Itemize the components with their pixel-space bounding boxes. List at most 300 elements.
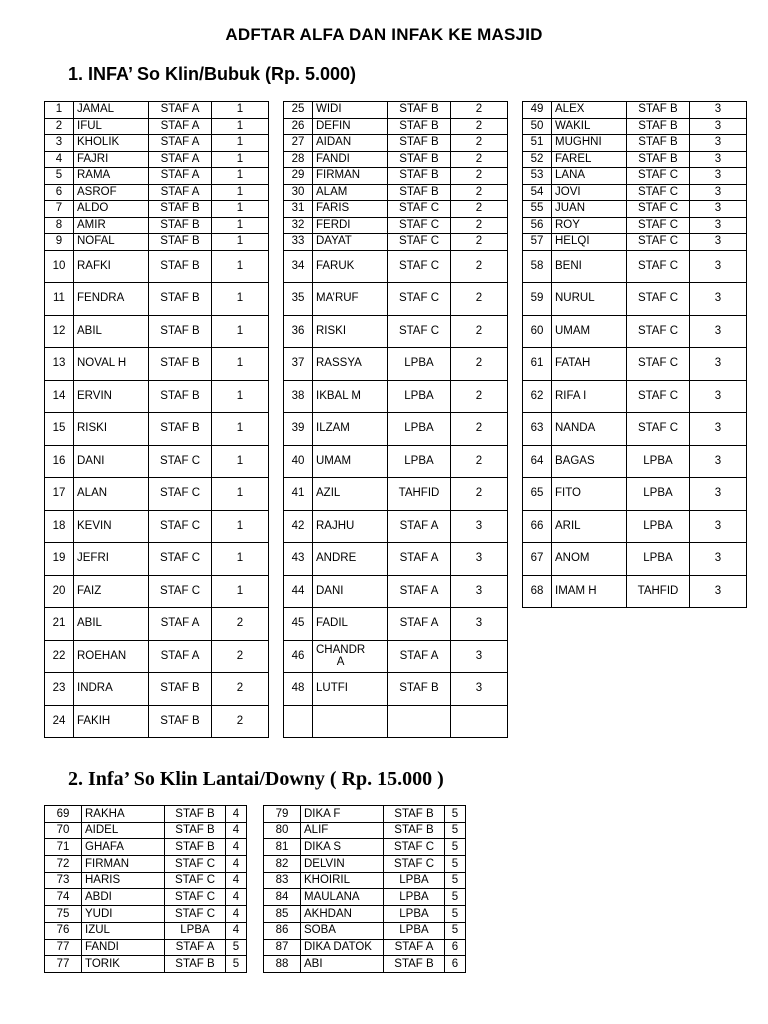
entry-value: 3 [690, 348, 747, 381]
entry-number: 46 [284, 640, 313, 673]
entry-number: 68 [523, 575, 552, 608]
entry-number: 80 [264, 822, 301, 839]
entry-group: STAF C [627, 184, 690, 201]
entry-value: 5 [445, 906, 466, 923]
entry-number: 54 [523, 184, 552, 201]
column-gap [269, 543, 284, 576]
document-title: ADFTAR ALFA DAN INFAK KE MASJID [225, 25, 543, 44]
entry-name: AIDAN [313, 135, 388, 152]
section2-table [44, 805, 466, 973]
column-gap [269, 168, 284, 185]
entry-number: 13 [45, 348, 74, 381]
entry-number: 88 [264, 956, 301, 973]
entry-number: 19 [45, 543, 74, 576]
table-row [45, 234, 747, 251]
entry-value: 1 [212, 510, 269, 543]
entry-group: STAF A [149, 184, 212, 201]
entry-value: 3 [690, 201, 747, 218]
entry-number: 29 [284, 168, 313, 185]
entry-number: 10 [45, 250, 74, 283]
column-gap [269, 151, 284, 168]
entry-number: 69 [45, 806, 82, 823]
entry-group: STAF C [388, 217, 451, 234]
section1-heading: 1. INFA’ So Klin/Bubuk (Rp. 5.000) [68, 64, 357, 84]
entry-group: STAF C [627, 380, 690, 413]
entry-name: ASROF [74, 184, 149, 201]
entry-group: STAF C [165, 856, 226, 873]
column-gap [247, 822, 264, 839]
entry-number: 4 [45, 151, 74, 168]
entry-name: MA’RUF [313, 283, 388, 316]
entry-value: 3 [690, 413, 747, 446]
entry-number: 72 [45, 856, 82, 873]
entry-value: 3 [451, 673, 508, 706]
entry-value: 3 [690, 250, 747, 283]
entry-number: 85 [264, 906, 301, 923]
entry-number: 79 [264, 806, 301, 823]
entry-number: 12 [45, 315, 74, 348]
entry-group: STAF B [149, 250, 212, 283]
entry-group: STAF B [149, 673, 212, 706]
entry-name: DAYAT [313, 234, 388, 251]
entry-group: STAF B [165, 822, 226, 839]
entry-name: FAREL [552, 151, 627, 168]
entry-value: 1 [212, 348, 269, 381]
entry-value: 3 [690, 315, 747, 348]
table-row [45, 151, 747, 168]
entry-number: 27 [284, 135, 313, 152]
entry-group: STAF A [388, 543, 451, 576]
entry-value: 2 [451, 283, 508, 316]
entry-value: 4 [226, 822, 247, 839]
entry-number: 2 [45, 118, 74, 135]
column-gap [269, 478, 284, 511]
entry-group: LPBA [388, 380, 451, 413]
entry-value: 4 [226, 839, 247, 856]
entry-value: 3 [690, 380, 747, 413]
table-row [45, 135, 747, 152]
entry-name: FAIZ [74, 575, 149, 608]
entry-group: STAF B [149, 348, 212, 381]
entry-number: 62 [523, 380, 552, 413]
entry-name: BAGAS [552, 445, 627, 478]
entry-name: RAJHU [313, 510, 388, 543]
entry-name: IKBAL M [313, 380, 388, 413]
entry-value: 2 [451, 380, 508, 413]
column-gap [269, 445, 284, 478]
column-gap [269, 118, 284, 135]
entry-value: 2 [451, 250, 508, 283]
section1-table [44, 101, 747, 738]
column-gap [508, 445, 523, 478]
entry-value: 1 [212, 478, 269, 511]
entry-number: 24 [45, 705, 74, 738]
entry-number: 22 [45, 640, 74, 673]
entry-group: STAF A [149, 135, 212, 152]
entry-value: 2 [451, 478, 508, 511]
entry-group: TAHFID [388, 478, 451, 511]
entry-number: 14 [45, 380, 74, 413]
entry-number: 58 [523, 250, 552, 283]
entry-group: STAF B [149, 217, 212, 234]
entry-value: 5 [445, 839, 466, 856]
entry-number: 1 [45, 102, 74, 119]
entry-name: CHANDR A [313, 640, 388, 673]
entry-value: 4 [226, 922, 247, 939]
column-gap [269, 283, 284, 316]
entry-group: STAF B [149, 315, 212, 348]
column-gap [508, 184, 523, 201]
entry-name: ROEHAN [74, 640, 149, 673]
entry-name: NANDA [552, 413, 627, 446]
entry-name: UMAM [313, 445, 388, 478]
entry-name: NURUL [552, 283, 627, 316]
entry-value: 1 [212, 234, 269, 251]
entry-value: 5 [445, 856, 466, 873]
entry-group: LPBA [627, 478, 690, 511]
entry-group: LPBA [627, 510, 690, 543]
entry-value: 3 [690, 151, 747, 168]
column-gap [269, 380, 284, 413]
entry-name: TORIK [82, 956, 165, 973]
entry-number: 39 [284, 413, 313, 446]
entry-number: 77 [45, 956, 82, 973]
entry-number: 35 [284, 283, 313, 316]
entry-value: 3 [690, 168, 747, 185]
table-row [45, 839, 466, 856]
column-gap [247, 889, 264, 906]
entry-name: FARIS [313, 201, 388, 218]
entry-number: 32 [284, 217, 313, 234]
entry-name: FIRMAN [313, 168, 388, 185]
entry-name: MAULANA [301, 889, 384, 906]
table-row [45, 822, 466, 839]
entry-value: 5 [226, 956, 247, 973]
entry-name: DELVIN [301, 856, 384, 873]
table-row [45, 939, 466, 956]
column-gap [508, 413, 523, 446]
entry-group: LPBA [627, 445, 690, 478]
entry-number: 6 [45, 184, 74, 201]
empty-cell [690, 673, 747, 706]
entry-name: RASSYA [313, 348, 388, 381]
entry-group: STAF B [149, 413, 212, 446]
empty-cell [627, 673, 690, 706]
entry-number: 9 [45, 234, 74, 251]
column-gap [269, 510, 284, 543]
entry-name: JOVI [552, 184, 627, 201]
entry-group: STAF C [388, 234, 451, 251]
entry-value: 6 [445, 939, 466, 956]
entry-value: 4 [226, 889, 247, 906]
entry-value: 3 [690, 510, 747, 543]
table-row [45, 478, 747, 511]
column-gap [269, 135, 284, 152]
entry-value: 3 [690, 283, 747, 316]
entry-value: 3 [451, 640, 508, 673]
entry-value: 1 [212, 151, 269, 168]
entry-number: 70 [45, 822, 82, 839]
entry-name: NOVAL H [74, 348, 149, 381]
entry-group: STAF A [388, 608, 451, 641]
entry-value: 2 [451, 118, 508, 135]
column-gap [508, 478, 523, 511]
entry-name: FIRMAN [82, 856, 165, 873]
empty-cell [690, 608, 747, 641]
column-gap [269, 250, 284, 283]
entry-group: STAF A [149, 118, 212, 135]
column-gap [247, 806, 264, 823]
entry-number: 63 [523, 413, 552, 446]
column-gap [508, 380, 523, 413]
entry-group: STAF C [165, 889, 226, 906]
entry-group: STAF C [627, 201, 690, 218]
entry-value: 5 [226, 939, 247, 956]
entry-name: FAJRI [74, 151, 149, 168]
entry-value: 1 [212, 413, 269, 446]
entry-name: DIKA DATOK [301, 939, 384, 956]
entry-number: 28 [284, 151, 313, 168]
entry-value: 1 [212, 445, 269, 478]
entry-group: STAF B [149, 234, 212, 251]
entry-group: STAF C [388, 250, 451, 283]
entry-name: KEVIN [74, 510, 149, 543]
entry-name: NOFAL [74, 234, 149, 251]
entry-group: STAF C [627, 168, 690, 185]
entry-number: 66 [523, 510, 552, 543]
table-row [45, 283, 747, 316]
entry-group: STAF C [149, 543, 212, 576]
entry-value: 3 [690, 135, 747, 152]
entry-value: 1 [212, 168, 269, 185]
entry-value: 2 [451, 201, 508, 218]
entry-value: 3 [451, 608, 508, 641]
entry-number: 75 [45, 906, 82, 923]
entry-number: 41 [284, 478, 313, 511]
entry-number: 26 [284, 118, 313, 135]
entry-name: INDRA [74, 673, 149, 706]
entry-name: WAKIL [552, 118, 627, 135]
column-gap [269, 413, 284, 446]
column-gap [269, 608, 284, 641]
entry-number: 59 [523, 283, 552, 316]
entry-number: 21 [45, 608, 74, 641]
entry-value: 1 [212, 217, 269, 234]
entry-name: BENI [552, 250, 627, 283]
column-gap [269, 102, 284, 119]
table-row [45, 806, 466, 823]
entry-value: 1 [212, 543, 269, 576]
entry-name: KHOIRIL [301, 872, 384, 889]
entry-value: 3 [690, 575, 747, 608]
entry-number: 87 [264, 939, 301, 956]
entry-group: STAF A [149, 168, 212, 185]
entry-value: 3 [690, 234, 747, 251]
entry-name: AZIL [313, 478, 388, 511]
entry-name: ABI [301, 956, 384, 973]
entry-group: STAF B [388, 102, 451, 119]
entry-group: LPBA [384, 872, 445, 889]
entry-name: DIKA F [301, 806, 384, 823]
entry-name: ANDRE [313, 543, 388, 576]
table-row [45, 413, 747, 446]
entry-group: STAF B [388, 151, 451, 168]
entry-number: 44 [284, 575, 313, 608]
entry-value: 3 [690, 217, 747, 234]
section2-heading: 2. Infa’ So Klin Lantai/Downy ( Rp. 15.000 ) [68, 768, 444, 790]
column-gap [269, 184, 284, 201]
entry-group: STAF B [388, 168, 451, 185]
entry-group: STAF C [627, 217, 690, 234]
entry-number: 65 [523, 478, 552, 511]
entry-number: 50 [523, 118, 552, 135]
empty-cell [552, 673, 627, 706]
entry-value: 2 [451, 315, 508, 348]
entry-value: 2 [451, 168, 508, 185]
entry-value: 3 [690, 184, 747, 201]
entry-name: RAMA [74, 168, 149, 185]
entry-number: 5 [45, 168, 74, 185]
empty-cell [627, 705, 690, 738]
entry-number: 17 [45, 478, 74, 511]
column-gap [508, 283, 523, 316]
entry-number: 67 [523, 543, 552, 576]
entry-group: STAF B [627, 151, 690, 168]
entry-value: 2 [451, 413, 508, 446]
entry-value: 3 [451, 543, 508, 576]
entry-group: STAF C [627, 234, 690, 251]
table-row [45, 168, 747, 185]
entry-number: 37 [284, 348, 313, 381]
entry-value: 2 [451, 445, 508, 478]
entry-value: 1 [212, 250, 269, 283]
table-row [45, 872, 466, 889]
entry-value: 3 [451, 575, 508, 608]
entry-number: 45 [284, 608, 313, 641]
entry-group: LPBA [388, 413, 451, 446]
entry-value: 1 [212, 315, 269, 348]
table-row [45, 201, 747, 218]
empty-cell [523, 640, 552, 673]
entry-name: JEFRI [74, 543, 149, 576]
entry-name: RAFKI [74, 250, 149, 283]
column-gap [269, 348, 284, 381]
entry-number: 61 [523, 348, 552, 381]
entry-group: STAF B [149, 283, 212, 316]
table-row [45, 956, 466, 973]
table-row [45, 184, 747, 201]
entry-group: STAF A [388, 640, 451, 673]
column-gap [269, 640, 284, 673]
column-gap [508, 118, 523, 135]
entry-name: GHAFA [82, 839, 165, 856]
entry-number: 57 [523, 234, 552, 251]
entry-value: 5 [445, 889, 466, 906]
entry-name: ABIL [74, 315, 149, 348]
entry-group: STAF C [627, 315, 690, 348]
entry-group: STAF B [149, 705, 212, 738]
column-gap [508, 315, 523, 348]
entry-number: 25 [284, 102, 313, 119]
column-gap [508, 217, 523, 234]
entry-group [388, 705, 451, 738]
column-gap [508, 168, 523, 185]
entry-name: ALEX [552, 102, 627, 119]
entry-number: 31 [284, 201, 313, 218]
entry-group: STAF C [149, 510, 212, 543]
entry-group: STAF C [165, 906, 226, 923]
entry-value: 5 [445, 822, 466, 839]
entry-name: IZUL [82, 922, 165, 939]
entry-value: 1 [212, 184, 269, 201]
entry-group: STAF B [165, 806, 226, 823]
entry-name: DANI [74, 445, 149, 478]
column-gap [508, 348, 523, 381]
entry-name: ABDI [82, 889, 165, 906]
entry-number: 52 [523, 151, 552, 168]
entry-group: STAF A [384, 939, 445, 956]
entry-group: STAF B [149, 380, 212, 413]
entry-name: YUDI [82, 906, 165, 923]
column-gap [508, 102, 523, 119]
entry-group: STAF C [627, 250, 690, 283]
entry-name: FERDI [313, 217, 388, 234]
entry-name: FITO [552, 478, 627, 511]
entry-group: STAF B [388, 184, 451, 201]
entry-number: 77 [45, 939, 82, 956]
entry-number: 20 [45, 575, 74, 608]
table-row [45, 348, 747, 381]
empty-cell [552, 608, 627, 641]
entry-number: 53 [523, 168, 552, 185]
entry-name: AMIR [74, 217, 149, 234]
table-row [45, 705, 747, 738]
entry-group: STAF C [149, 445, 212, 478]
entry-group: STAF A [149, 640, 212, 673]
entry-value: 2 [451, 348, 508, 381]
entry-name [313, 705, 388, 738]
column-gap [247, 839, 264, 856]
entry-group: STAF C [627, 283, 690, 316]
entry-number: 30 [284, 184, 313, 201]
entry-number: 34 [284, 250, 313, 283]
column-gap [269, 575, 284, 608]
entry-name: ERVIN [74, 380, 149, 413]
entry-value [451, 705, 508, 738]
entry-value: 3 [690, 102, 747, 119]
entry-number: 56 [523, 217, 552, 234]
entry-number: 48 [284, 673, 313, 706]
entry-name: WIDI [313, 102, 388, 119]
entry-group: STAF C [165, 872, 226, 889]
entry-name: RISKI [313, 315, 388, 348]
entry-number: 76 [45, 922, 82, 939]
table-row [45, 250, 747, 283]
column-gap [247, 939, 264, 956]
entry-group: STAF A [149, 151, 212, 168]
entry-name: ALAN [74, 478, 149, 511]
entry-value: 2 [212, 640, 269, 673]
column-gap [247, 856, 264, 873]
entry-group: STAF B [388, 135, 451, 152]
entry-name: FANDI [82, 939, 165, 956]
empty-cell [552, 705, 627, 738]
entry-number: 15 [45, 413, 74, 446]
entry-group: STAF C [388, 315, 451, 348]
entry-value: 3 [690, 445, 747, 478]
table-row [45, 673, 747, 706]
entry-group: STAF B [627, 102, 690, 119]
